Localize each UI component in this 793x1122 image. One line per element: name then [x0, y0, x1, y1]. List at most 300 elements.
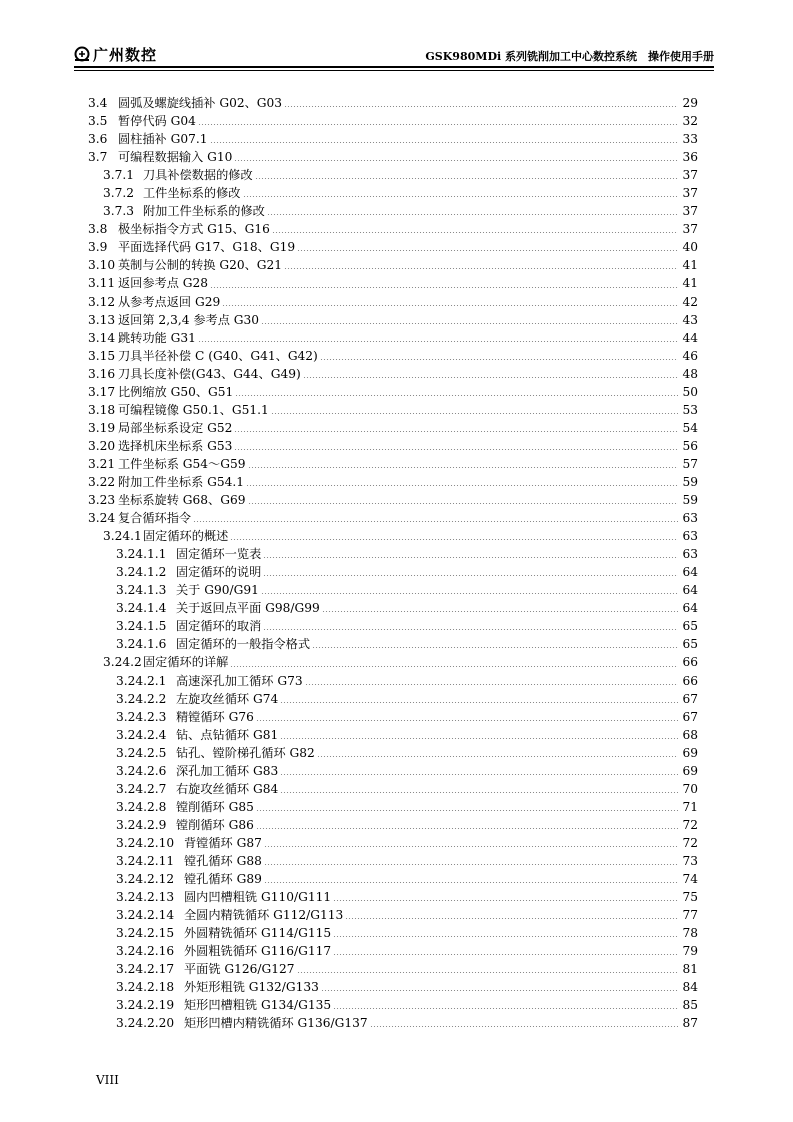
toc-entry-page: 50	[682, 384, 698, 399]
toc-entry[interactable]	[88, 311, 698, 329]
toc-entry-page: 59	[682, 493, 698, 508]
toc-entry-label	[88, 220, 270, 238]
toc-dot-leader	[255, 178, 678, 179]
toc-entry-page: 68	[682, 727, 698, 742]
toc-entry-number: 3.21	[88, 456, 116, 471]
toc-dot-leader	[248, 467, 679, 468]
toc-entry-title: 暂停代码 G04	[118, 114, 196, 129]
toc-entry-title: 刀具长度补偿(G43、G44、G49)	[118, 366, 301, 381]
toc-entry-label	[103, 166, 253, 184]
toc-entry-title: 返回参考点 G28	[118, 276, 209, 291]
toc-entry-number: 3.7	[88, 150, 108, 165]
toc-dot-leader	[297, 250, 678, 251]
toc-dot-leader	[312, 647, 678, 648]
toc-entry-number: 3.24.2.2	[116, 691, 167, 706]
toc-dot-leader	[263, 557, 678, 558]
toc-entry-label	[88, 274, 208, 292]
toc-entry-title: 外圆精铣循环 G114/G115	[184, 926, 332, 941]
toc-entry-number: 3.24.2.16	[116, 944, 175, 959]
toc-entry-label	[103, 184, 241, 202]
toc-entry-label	[116, 744, 315, 762]
toc-entry-page: 41	[682, 258, 698, 273]
toc-entry-title: 附加工件坐标系的修改	[143, 204, 265, 219]
toc-entry-page: 64	[682, 583, 698, 598]
toc-entry-page: 70	[682, 781, 698, 796]
toc-entry-label	[116, 1014, 368, 1032]
toc-entry-label	[88, 473, 244, 491]
toc-dot-leader	[256, 810, 678, 811]
toc-entry[interactable]	[88, 401, 698, 419]
toc-entry-title: 刀具半径补偿 C (G40、G41、G42)	[118, 348, 318, 363]
toc-entry[interactable]	[88, 509, 698, 527]
toc-entry-number: 3.24	[88, 511, 116, 526]
toc-dot-leader	[280, 738, 678, 739]
toc-entry-page: 54	[682, 420, 698, 435]
toc-entry-label	[116, 690, 278, 708]
toc-entry-label	[103, 527, 228, 545]
toc-entry[interactable]	[88, 491, 698, 509]
toc-dot-leader	[267, 214, 678, 215]
toc-entry[interactable]	[88, 329, 698, 347]
toc-entry[interactable]	[88, 130, 698, 148]
toc-entry[interactable]	[88, 672, 698, 690]
toc-entry[interactable]	[88, 617, 698, 635]
toc-entry-number: 3.24.2.7	[116, 781, 167, 796]
toc-dot-leader	[261, 323, 678, 324]
toc-entry-label	[88, 509, 191, 527]
toc-entry-page: 84	[682, 980, 698, 995]
toc-entry[interactable]	[88, 635, 698, 653]
toc-entry[interactable]	[88, 184, 698, 202]
toc-entry[interactable]	[88, 365, 698, 383]
toc-entry-title: 镗削循环 G86	[176, 817, 254, 832]
toc-entry-number: 3.18	[88, 402, 116, 417]
toc-entry-page: 78	[682, 926, 698, 941]
toc-entry-title: 钻孔、镗阶梯孔循环 G82	[176, 745, 315, 760]
toc-entry-label	[116, 581, 259, 599]
toc-entry-title: 复合循环指令	[118, 511, 192, 526]
toc-entry-page: 37	[682, 222, 698, 237]
toc-entry-title: 钻、点钻循环 G81	[176, 727, 279, 742]
toc-entry-title: 从参考点返回 G29	[118, 294, 221, 309]
toc-entry-label	[116, 545, 261, 563]
toc-dot-leader	[321, 990, 678, 991]
toc-dot-leader	[280, 792, 678, 793]
toc-entry-page: 46	[682, 348, 698, 363]
toc-entry-number: 3.17	[88, 384, 116, 399]
toc-entry-label	[88, 329, 196, 347]
toc-entry-page: 72	[682, 835, 698, 850]
toc-dot-leader	[248, 503, 679, 504]
toc-entry-page: 57	[682, 456, 698, 471]
toc-entry-label	[116, 834, 262, 852]
toc-entry[interactable]	[88, 816, 698, 834]
toc-entry-label	[88, 311, 259, 329]
toc-entry-number: 3.4	[88, 96, 108, 111]
toc-entry-number: 3.24.2.14	[116, 908, 175, 923]
toc-entry-page: 67	[682, 691, 698, 706]
toc-dot-leader	[333, 954, 678, 955]
toc-entry-label	[116, 978, 319, 996]
toc-entry-label	[116, 708, 254, 726]
toc-entry[interactable]	[88, 653, 698, 671]
toc-entry[interactable]	[88, 238, 698, 256]
toc-entry-label	[116, 816, 254, 834]
toc-entry-title: 工件坐标系的修改	[143, 186, 241, 201]
toc-entry-page: 59	[682, 475, 698, 489]
toc-entry[interactable]	[88, 762, 698, 780]
toc-entry-title: 比例缩放 G50、G51	[118, 384, 234, 399]
toc-entry-number: 3.24.2.4	[116, 727, 167, 742]
toc-entry-label	[88, 437, 232, 455]
toc-entry-title: 固定循环一览表	[176, 547, 262, 562]
toc-entry[interactable]	[88, 726, 698, 744]
toc-entry-page: 37	[682, 168, 698, 183]
toc-entry-page: 79	[682, 944, 698, 959]
toc-entry-page: 53	[682, 402, 698, 417]
toc-entry[interactable]	[88, 473, 698, 491]
toc-entry-label	[116, 780, 278, 798]
toc-entry-title: 固定循环的取消	[176, 619, 262, 634]
toc-entry[interactable]	[88, 942, 698, 960]
toc-entry[interactable]	[88, 996, 698, 1014]
toc-entry-title: 高速深孔加工循环 G73	[176, 673, 303, 688]
gsk-logo-icon	[74, 46, 90, 62]
toc-dot-leader	[222, 305, 678, 306]
toc-entry-page: 37	[682, 204, 698, 219]
toc-entry-page: 36	[682, 150, 698, 165]
toc-entry-number: 3.24.2.18	[116, 980, 175, 995]
toc-entry-page: 66	[682, 673, 698, 688]
toc-dot-leader	[297, 972, 678, 973]
toc-entry-title: 极坐标指令方式 G15、G16	[118, 222, 270, 237]
toc-entry-page: 85	[682, 998, 698, 1013]
toc-dot-leader	[284, 106, 678, 107]
toc-dot-leader	[256, 828, 678, 829]
toc-entry-number: 3.9	[88, 240, 108, 255]
toc-entry-page: 63	[682, 529, 698, 544]
toc-entry-page: 67	[682, 709, 698, 724]
toc-entry-label	[116, 870, 262, 888]
toc-dot-leader	[256, 720, 678, 721]
toc-entry-title: 英制与公制的转换 G20、G21	[118, 258, 283, 273]
toc-entry-label	[88, 401, 269, 419]
toc-dot-leader	[243, 196, 679, 197]
toc-dot-leader	[246, 485, 678, 486]
toc-entry-title: 刀具补偿数据的修改	[143, 168, 253, 183]
toc-entry-number: 3.24.2.17	[116, 962, 175, 977]
toc-entry-number: 3.22	[88, 475, 116, 489]
toc-entry-title: 外矩形粗铣 G132/G133	[184, 980, 319, 995]
toc-dot-leader	[193, 521, 678, 522]
toc-entry-label	[116, 617, 261, 635]
toc-entry-number: 3.24.2.13	[116, 890, 175, 905]
toc-dot-leader	[333, 936, 678, 937]
toc-entry-label	[116, 563, 261, 581]
toc-entry[interactable]	[88, 274, 698, 292]
toc-entry-number: 3.24.1.5	[116, 619, 167, 634]
toc-entry-number: 3.7.1	[103, 168, 135, 183]
toc-entry-label	[88, 130, 208, 148]
toc-entry-label	[116, 906, 343, 924]
toc-entry-title: 关于 G90/G91	[176, 583, 259, 598]
toc-entry-page: 71	[682, 799, 698, 814]
toc-entry-number: 3.24.2.8	[116, 799, 167, 814]
toc-entry-title: 固定循环的说明	[176, 565, 262, 580]
toc-entry-page: 64	[682, 601, 698, 616]
toc-dot-leader	[264, 882, 678, 883]
manual-title: GSK980MDi 系列铣削加工中心数控系统 操作使用手册	[425, 50, 714, 63]
toc-entry-label	[116, 635, 310, 653]
toc-entry-page: 40	[682, 240, 698, 255]
toc-entry-number: 3.24.1.6	[116, 637, 167, 652]
toc-entry-number: 3.24.2.15	[116, 926, 175, 941]
toc-dot-leader	[317, 756, 678, 757]
toc-entry-title: 局部坐标系设定 G52	[118, 420, 233, 435]
toc-entry-label	[103, 202, 265, 220]
toc-entry-page: 42	[682, 294, 698, 309]
toc-entry-page: 63	[682, 511, 698, 526]
toc-entry[interactable]	[88, 293, 698, 311]
toc-entry-number: 3.24.1	[103, 529, 142, 544]
toc-entry[interactable]	[88, 581, 698, 599]
toc-entry-number: 3.16	[88, 366, 116, 381]
header-divider-thin	[74, 70, 714, 71]
toc-entry-title: 工件坐标系 G54～G59	[118, 456, 246, 471]
toc-entry-title: 返回第 2,3,4 参考点 G30	[118, 312, 260, 327]
toc-entry-number: 3.20	[88, 438, 116, 453]
toc-entry-title: 背镗循环 G87	[184, 835, 262, 850]
toc-entry[interactable]	[88, 112, 698, 130]
toc-dot-leader	[234, 431, 678, 432]
toc-entry-number: 3.24.1.1	[116, 547, 167, 562]
toc-entry-label	[103, 653, 228, 671]
toc-entry[interactable]	[88, 906, 698, 924]
toc-entry-label	[88, 365, 301, 383]
toc-entry-title: 选择机床坐标系 G53	[118, 438, 233, 453]
toc-entry-label	[116, 798, 254, 816]
toc-entry-number: 3.12	[88, 294, 116, 309]
brand-logo	[74, 44, 157, 64]
toc-dot-leader	[271, 413, 678, 414]
toc-entry[interactable]	[88, 94, 698, 112]
toc-entry-number: 3.8	[88, 222, 108, 237]
toc-dot-leader	[198, 124, 678, 125]
toc-entry[interactable]	[88, 545, 698, 563]
toc-entry[interactable]	[88, 870, 698, 888]
toc-entry[interactable]	[88, 978, 698, 996]
toc-entry-page: 65	[682, 619, 698, 634]
toc-entry-number: 3.23	[88, 493, 116, 508]
toc-entry[interactable]	[88, 834, 698, 852]
toc-entry-title: 关于返回点平面 G98/G99	[176, 601, 320, 616]
toc-entry-label	[116, 762, 278, 780]
toc-entry-page: 69	[682, 745, 698, 760]
toc-entry-title: 可编程镜像 G50.1、G51.1	[118, 402, 269, 417]
toc-entry-label	[88, 238, 295, 256]
toc-entry-number: 3.24.1.3	[116, 583, 167, 598]
toc-entry[interactable]	[88, 960, 698, 978]
page-number: VIII	[96, 1073, 119, 1087]
toc-entry[interactable]	[88, 599, 698, 617]
toc-entry-label	[116, 942, 331, 960]
toc-entry-label	[116, 672, 303, 690]
toc-entry-page: 29	[682, 96, 698, 111]
toc-entry[interactable]	[88, 148, 698, 166]
toc-dot-leader	[333, 900, 678, 901]
toc-entry-title: 右旋攻丝循环 G84	[176, 781, 279, 796]
toc-entry-title: 平面选择代码 G17、G18、G19	[118, 240, 296, 255]
toc-dot-leader	[198, 341, 678, 342]
toc-dot-leader	[322, 611, 678, 612]
toc-entry[interactable]	[88, 166, 698, 184]
toc-entry-label	[116, 924, 331, 942]
toc-entry-number: 3.7.2	[103, 186, 135, 201]
toc-dot-leader	[261, 593, 678, 594]
toc-entry-title: 可编程数据输入 G10	[118, 150, 233, 165]
toc-dot-leader	[305, 684, 678, 685]
logo-text: 广州数控	[93, 45, 158, 64]
toc-entry-label	[116, 888, 331, 906]
toc-entry-number: 3.10	[88, 258, 116, 273]
toc-dot-leader	[235, 395, 678, 396]
toc-entry[interactable]	[88, 383, 698, 401]
toc-entry-title: 深孔加工循环 G83	[176, 763, 279, 778]
toc-entry[interactable]	[88, 780, 698, 798]
toc-entry-number: 3.5	[88, 114, 108, 129]
toc-entry[interactable]	[88, 798, 698, 816]
toc-entry[interactable]	[88, 690, 698, 708]
toc-entry-title: 精镗循环 G76	[176, 709, 254, 724]
toc-entry-title: 固定循环的一般指令格式	[176, 637, 311, 652]
toc-entry[interactable]	[88, 419, 698, 437]
toc-entry-label	[88, 293, 220, 311]
toc-entry-page: 64	[682, 565, 698, 580]
toc-dot-leader	[333, 1008, 678, 1009]
toc-dot-leader	[264, 864, 678, 865]
toc-dot-leader	[263, 575, 678, 576]
toc-entry-title: 镗孔循环 G88	[184, 853, 262, 868]
header-divider-thick	[74, 66, 714, 68]
toc-entry-label	[88, 455, 246, 473]
toc-entry[interactable]	[88, 888, 698, 906]
toc-entry-title: 坐标系旋转 G68、G69	[118, 493, 246, 508]
toc-dot-leader	[264, 846, 678, 847]
toc-dot-leader	[234, 160, 678, 161]
toc-entry[interactable]	[88, 256, 698, 274]
toc-entry-label	[116, 599, 320, 617]
toc-entry-number: 3.19	[88, 420, 116, 435]
toc-entry-number: 3.24.2.5	[116, 745, 167, 760]
toc-entry-label	[88, 491, 246, 509]
toc-entry-title: 外圆粗铣循环 G116/G117	[184, 944, 332, 959]
toc-entry-page: 72	[682, 817, 698, 832]
toc-entry-number: 3.24.1.4	[116, 601, 167, 616]
toc-entry-title: 镗削循环 G85	[176, 799, 254, 814]
toc-dot-leader	[272, 232, 678, 233]
toc-entry[interactable]	[88, 744, 698, 762]
toc-entry[interactable]	[88, 1014, 698, 1032]
toc-entry-page: 32	[682, 114, 698, 129]
toc-entry[interactable]	[88, 437, 698, 455]
toc-dot-leader	[234, 449, 678, 450]
toc-entry-page: 41	[682, 276, 698, 291]
toc-entry-title: 全圆内精铣循环 G112/G113	[184, 908, 344, 923]
toc-entry-number: 3.24.2.6	[116, 763, 167, 778]
toc-entry-label	[88, 383, 233, 401]
toc-entry-title: 矩形凹槽粗铣 G134/G135	[184, 998, 332, 1013]
toc-entry[interactable]	[88, 563, 698, 581]
toc-entry-page: 69	[682, 763, 698, 778]
toc-entry[interactable]	[88, 455, 698, 473]
toc-dot-leader	[345, 918, 678, 919]
toc-entry-title: 跳转功能 G31	[118, 330, 196, 345]
toc-entry-page: 77	[682, 908, 698, 923]
toc-entry-page: 81	[682, 962, 698, 977]
toc-entry-title: 矩形凹槽内精铣循环 G136/G137	[184, 1016, 368, 1031]
toc-entry-page: 33	[682, 132, 698, 147]
toc-entry-page: 66	[682, 655, 698, 670]
toc-entry[interactable]	[88, 220, 698, 238]
toc-entry-page: 43	[682, 312, 698, 327]
toc-entry-number: 3.24.2.3	[116, 709, 167, 724]
toc-entry-title: 圆柱插补 G07.1	[118, 132, 208, 147]
toc-entry[interactable]	[88, 924, 698, 942]
toc-entry-page: 74	[682, 872, 698, 887]
toc-entry-number: 3.6	[88, 132, 108, 147]
toc-dot-leader	[210, 142, 679, 143]
toc-entry-title: 镗孔循环 G89	[184, 872, 262, 887]
toc-entry-page: 44	[682, 330, 698, 345]
toc-entry-label	[116, 852, 262, 870]
toc-entry-label	[88, 419, 232, 437]
toc-entry-number: 3.24.2.20	[116, 1016, 175, 1031]
toc-entry-page: 73	[682, 853, 698, 868]
page-header	[74, 42, 714, 66]
toc-entry-label	[116, 996, 331, 1014]
toc-entry-number: 3.24.2.1	[116, 673, 167, 688]
toc-dot-leader	[263, 629, 678, 630]
toc-entry-number: 3.24.2.12	[116, 872, 175, 887]
toc-entry[interactable]	[88, 347, 698, 365]
toc-entry-number: 3.24.2.10	[116, 835, 175, 850]
toc-dot-leader	[303, 377, 678, 378]
toc-entry-label	[88, 347, 318, 365]
toc-dot-leader	[280, 702, 678, 703]
toc-dot-leader	[320, 359, 678, 360]
toc-entry-label	[116, 726, 278, 744]
toc-dot-leader	[284, 268, 678, 269]
toc-entry[interactable]	[88, 852, 698, 870]
toc-entry-number: 3.13	[88, 312, 116, 327]
toc-entry-label	[88, 256, 282, 274]
toc-entry-page: 75	[682, 890, 698, 905]
toc-entry-title: 圆内凹槽粗铣 G110/G111	[184, 890, 332, 905]
toc-entry-number: 3.15	[88, 348, 116, 363]
toc-entry-title: 附加工件坐标系 G54.1	[118, 475, 245, 489]
toc-entry-page: 65	[682, 637, 698, 652]
toc-dot-leader	[210, 287, 678, 288]
toc-entry-title: 左旋攻丝循环 G74	[176, 691, 279, 706]
toc-entry[interactable]	[88, 202, 698, 220]
toc-entry[interactable]	[88, 708, 698, 726]
toc-entry[interactable]	[88, 527, 698, 545]
toc-entry-number: 3.24.2.19	[116, 998, 175, 1013]
toc-entry-label	[88, 148, 232, 166]
toc-entry-page: 48	[682, 366, 698, 381]
toc-dot-leader	[230, 666, 678, 667]
toc-entry-page: 37	[682, 186, 698, 201]
